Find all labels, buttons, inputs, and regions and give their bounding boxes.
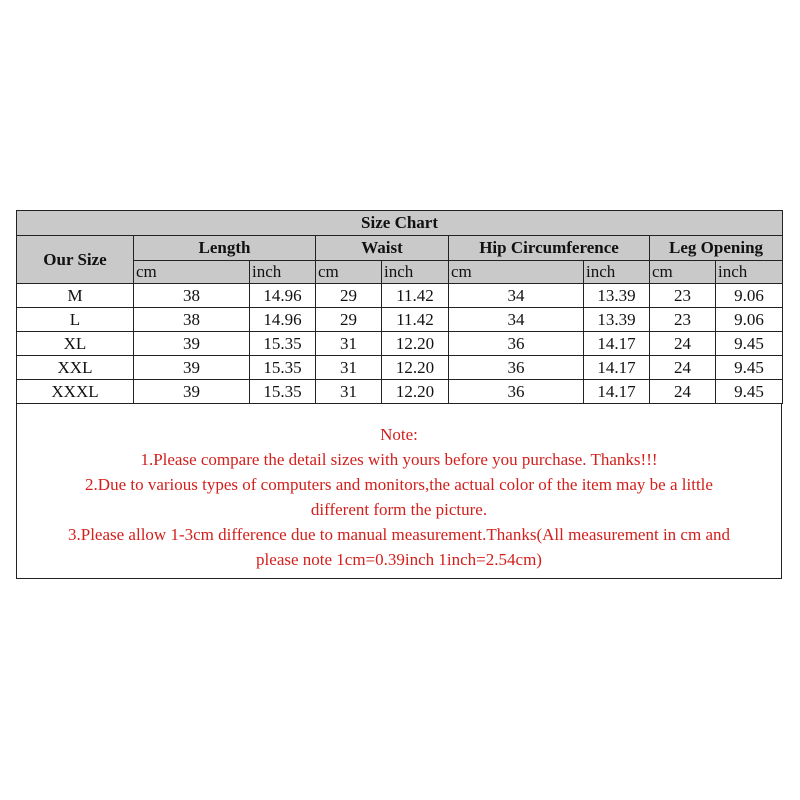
length-inch: 14.96	[250, 308, 316, 332]
leg-cm: 24	[650, 332, 716, 356]
note-line: please note 1cm=0.39inch 1inch=2.54cm)	[256, 550, 542, 569]
note-line: 2.Due to various types of computers and monitors,the actual color of the item may be a little	[85, 475, 713, 494]
table-row	[17, 380, 783, 404]
leg-inch: 9.45	[716, 380, 783, 404]
size-label: L	[17, 308, 134, 332]
length-cm: 38	[134, 308, 250, 332]
notes-box	[16, 404, 782, 579]
length-inch: 15.35	[250, 356, 316, 380]
note-line: 1.Please compare the detail sizes with yours before you purchase. Thanks!!!	[140, 450, 658, 469]
waist-cm: 31	[316, 380, 382, 404]
waist-inch: 12.20	[382, 332, 449, 356]
note-line: different form the picture.	[310, 500, 488, 519]
size-table	[16, 210, 783, 404]
table-row	[17, 332, 783, 356]
unit-inch: inch	[382, 261, 449, 284]
size-chart	[16, 210, 782, 579]
note-line: 3.Please allow 1-3cm difference due to manual measurement.Thanks(All measurement in cm and	[68, 525, 730, 544]
leg-inch: 9.45	[716, 356, 783, 380]
size-label: XXL	[17, 356, 134, 380]
leg-inch: 9.06	[716, 308, 783, 332]
unit-inch: inch	[250, 261, 316, 284]
hip-inch: 14.17	[584, 356, 650, 380]
size-label: XXXL	[17, 380, 134, 404]
waist-header: Waist	[316, 236, 449, 261]
leg-inch: 9.45	[716, 332, 783, 356]
size-label: XL	[17, 332, 134, 356]
length-inch: 14.96	[250, 284, 316, 308]
waist-cm: 31	[316, 332, 382, 356]
leg-cm: 23	[650, 284, 716, 308]
size-label: M	[17, 284, 134, 308]
leg-cm: 24	[650, 356, 716, 380]
waist-cm: 31	[316, 356, 382, 380]
hip-cm: 36	[449, 332, 584, 356]
unit-cm: cm	[449, 261, 584, 284]
unit-inch: inch	[584, 261, 650, 284]
table-row	[17, 284, 783, 308]
unit-cm: cm	[316, 261, 382, 284]
length-inch: 15.35	[250, 332, 316, 356]
hip-cm: 34	[449, 308, 584, 332]
waist-inch: 12.20	[382, 380, 449, 404]
length-cm: 39	[134, 380, 250, 404]
length-cm: 39	[134, 332, 250, 356]
leg-inch: 9.06	[716, 284, 783, 308]
hip-inch: 13.39	[584, 308, 650, 332]
leg-opening-header: Leg Opening	[650, 236, 783, 261]
waist-inch: 11.42	[382, 284, 449, 308]
note-heading: Note:	[380, 425, 418, 444]
length-inch: 15.35	[250, 380, 316, 404]
hip-header: Hip Circumference	[449, 236, 650, 261]
hip-cm: 36	[449, 356, 584, 380]
table-row	[17, 356, 783, 380]
length-header: Length	[134, 236, 316, 261]
chart-title: Size Chart	[17, 211, 783, 236]
hip-inch: 13.39	[584, 284, 650, 308]
hip-cm: 34	[449, 284, 584, 308]
leg-cm: 24	[650, 380, 716, 404]
unit-cm: cm	[650, 261, 716, 284]
waist-inch: 11.42	[382, 308, 449, 332]
unit-cm: cm	[134, 261, 250, 284]
unit-inch: inch	[716, 261, 783, 284]
waist-cm: 29	[316, 284, 382, 308]
hip-inch: 14.17	[584, 332, 650, 356]
leg-cm: 23	[650, 308, 716, 332]
length-cm: 38	[134, 284, 250, 308]
waist-cm: 29	[316, 308, 382, 332]
waist-inch: 12.20	[382, 356, 449, 380]
table-row	[17, 308, 783, 332]
hip-cm: 36	[449, 380, 584, 404]
length-cm: 39	[134, 356, 250, 380]
size-column-header: Our Size	[17, 236, 134, 284]
hip-inch: 14.17	[584, 380, 650, 404]
